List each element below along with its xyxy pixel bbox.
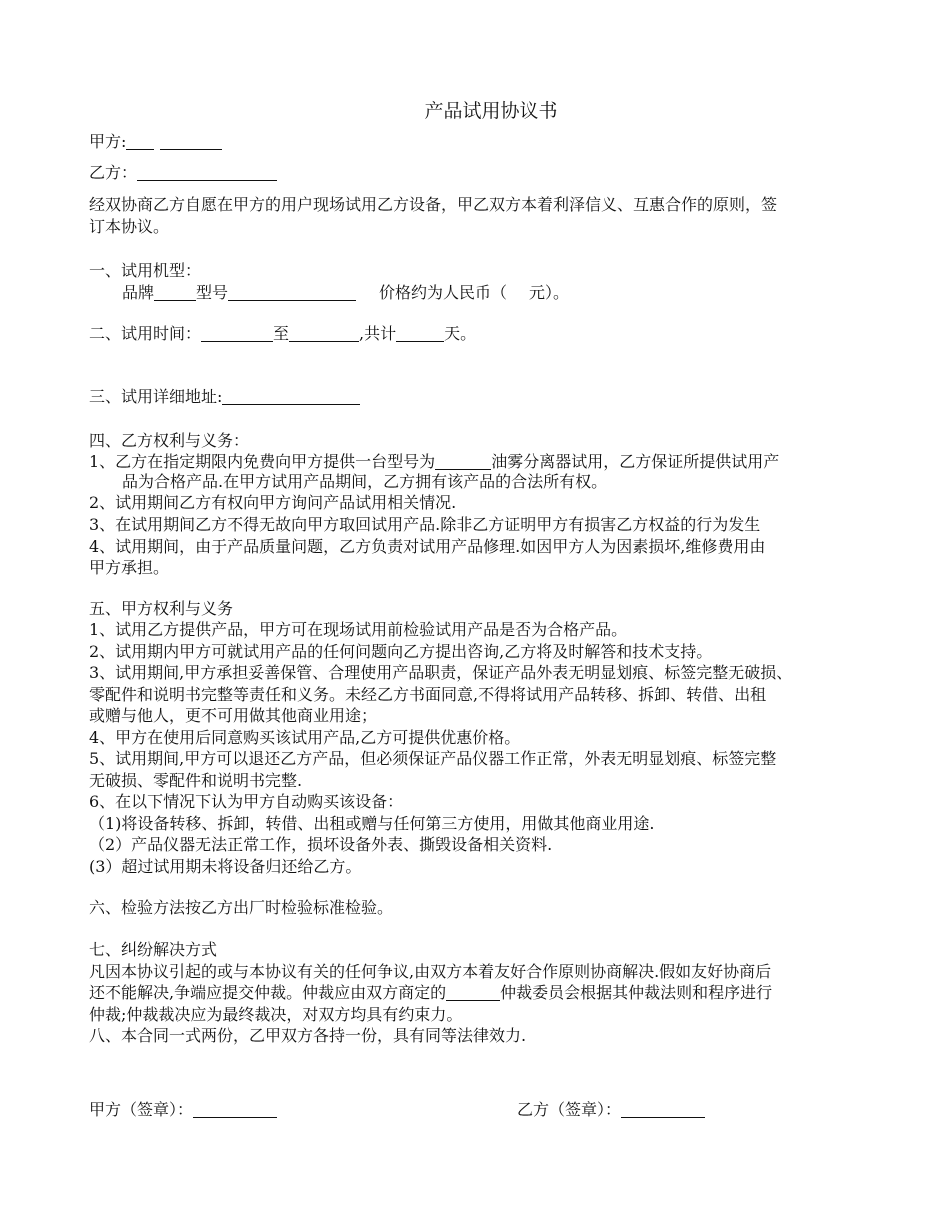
section-6-line: 六、检验方法按乙方出厂时检验标准检验。 xyxy=(89,898,394,917)
days-blank[interactable] xyxy=(396,325,444,342)
section-5-item-5-cont: 无破损、零配件和说明书完整. xyxy=(89,771,303,790)
party-a-line xyxy=(89,132,222,152)
section-5-item-6-sub-2: （2）产品仪器无法正常工作，损坏设备外表、撕毁设备相关资料. xyxy=(89,835,553,854)
party-b-line xyxy=(89,163,277,183)
address-blank[interactable] xyxy=(222,388,360,405)
section-3-line xyxy=(89,387,360,407)
party-a-blank-2[interactable] xyxy=(160,133,222,150)
section-4-heading: 四、乙方权利与义务： xyxy=(89,431,250,450)
trial-time-label: 二、试用时间： xyxy=(89,324,202,343)
trial-model-line xyxy=(122,283,569,303)
document-title: 产品试用协议书 xyxy=(424,100,558,122)
section-5-item-5: 5、试用期间,甲方可以退还乙方产品，但必须保证产品仪器工作正常，外表无明显划痕、标签完整 xyxy=(89,749,777,768)
section-4-item-1-text: 1、乙方在指定期限内免费向甲方提供一台型号为 xyxy=(89,452,436,471)
party-b-signature-blank[interactable] xyxy=(621,1101,705,1118)
section-4-item-3: 3、在试用期间乙方不得无故向甲方取回试用产品.除非乙方证明甲方有损害乙方权益的行为发生 xyxy=(89,515,761,534)
section-5-item-3-cont-2: 或赠与他人，更不可用做其他商业用途； xyxy=(89,706,378,725)
party-a-signature xyxy=(89,1100,277,1120)
section-5-item-3-cont: 零配件和说明书完整等责任和义务。未经乙方书面同意,不得将试用产品转移、拆卸、转借、出租 xyxy=(89,685,767,704)
to-label: 至 xyxy=(273,324,290,343)
arbitration-committee-blank[interactable] xyxy=(446,984,500,1001)
section-4-item-1 xyxy=(89,452,779,472)
section-4-item-4: 4、试用期间，由于产品质量问题，乙方负责对试用产品修理.如因甲方人为因素损坏,维修费用由 xyxy=(89,537,766,556)
section-5-item-6: 6、在以下情况下认为甲方自动购买该设备： xyxy=(89,792,404,811)
brand-label: 品牌 xyxy=(122,283,155,302)
section-5-item-6-sub-1: （1)将设备转移、拆卸，转借、出租或赠与任何第三方使用，用做其他商业用途. xyxy=(89,814,655,833)
section-4-item-1-cont: 品为合格产品.在甲方试用产品期间，乙方拥有该产品的合法所有权。 xyxy=(122,472,608,491)
section-7-heading: 七、纠纷解决方式 xyxy=(89,940,218,959)
section-7-line-3: 仲裁;仲裁裁决应为最终裁决，对双方均具有约束力。 xyxy=(89,1005,463,1024)
brand-blank[interactable] xyxy=(154,284,196,301)
model-number-blank[interactable] xyxy=(435,453,491,470)
intro-line-2: 订本协议。 xyxy=(89,217,170,236)
address-label: 三、试用详细地址: xyxy=(89,387,223,406)
party-a-signature-label: 甲方（签章）： xyxy=(89,1100,194,1119)
section-1-heading: 一、试用机型： xyxy=(89,261,202,280)
section-5-item-3: 3、试用期间,甲方承担妥善保管、合理使用产品职责，保证产品外表无明显划痕、标签完整无破损、 xyxy=(89,663,793,682)
model-blank[interactable] xyxy=(228,284,356,301)
party-a-signature-blank[interactable] xyxy=(193,1101,277,1118)
party-b-signature xyxy=(517,1100,705,1120)
section-2-line xyxy=(89,324,476,344)
section-5-item-4: 4、甲方在使用后同意购买该试用产品,乙方可提供优惠价格。 xyxy=(89,728,521,747)
section-7-line-2-text-2: 仲裁委员会根据其仲裁法则和程序进行 xyxy=(500,983,773,1002)
section-4-item-2: 2、试用期间乙方有权向甲方询问产品试用相关情况. xyxy=(89,493,457,512)
price-suffix: 元）。 xyxy=(529,283,570,302)
price-prefix: 价格约为人民币（ xyxy=(379,283,508,302)
section-5-item-2: 2、试用期内甲方可就试用产品的任何问题向乙方提出咨询,乙方将及时解答和技术支持。 xyxy=(89,642,713,661)
party-a-label: 甲方: xyxy=(89,132,127,151)
section-8-line: 八、本合同一式两份，乙甲双方各持一份，具有同等法律效力. xyxy=(89,1026,527,1045)
party-a-blank[interactable] xyxy=(126,133,154,150)
section-4-item-1-text-2: 油雾分离器试用，乙方保证所提供试用产 xyxy=(491,452,780,471)
party-b-label: 乙方： xyxy=(89,163,138,182)
section-5-item-6-sub-3: (3）超过试用期未将设备归还给乙方。 xyxy=(89,857,362,876)
total-label: ,共计 xyxy=(359,324,397,343)
section-5-item-1: 1、试用乙方提供产品，甲方可在现场试用前检验试用产品是否为合格产品。 xyxy=(89,620,628,639)
section-7-line-2 xyxy=(89,983,772,1003)
intro-line-1: 经双协商乙方自愿在甲方的用户现场试用乙方设备，甲乙双方本着利泽信义、互惠合作的原则，签 xyxy=(89,195,778,214)
section-4-item-4-cont: 甲方承担。 xyxy=(89,558,170,577)
days-label: 天。 xyxy=(444,324,477,343)
section-5-heading: 五、甲方权利与义务 xyxy=(89,599,234,618)
start-date-blank[interactable] xyxy=(201,325,273,342)
end-date-blank[interactable] xyxy=(289,325,359,342)
party-b-signature-label: 乙方（签章）： xyxy=(517,1100,622,1119)
model-label: 型号 xyxy=(196,283,229,302)
party-b-blank[interactable] xyxy=(137,164,277,181)
section-7-line-2-text: 还不能解决,争端应提交仲裁。仲裁应由双方商定的 xyxy=(89,983,447,1002)
section-7-line-1: 凡因本协议引起的或与本协议有关的任何争议,由双方本着友好合作原则协商解决.假如友好协商后 xyxy=(89,962,772,981)
